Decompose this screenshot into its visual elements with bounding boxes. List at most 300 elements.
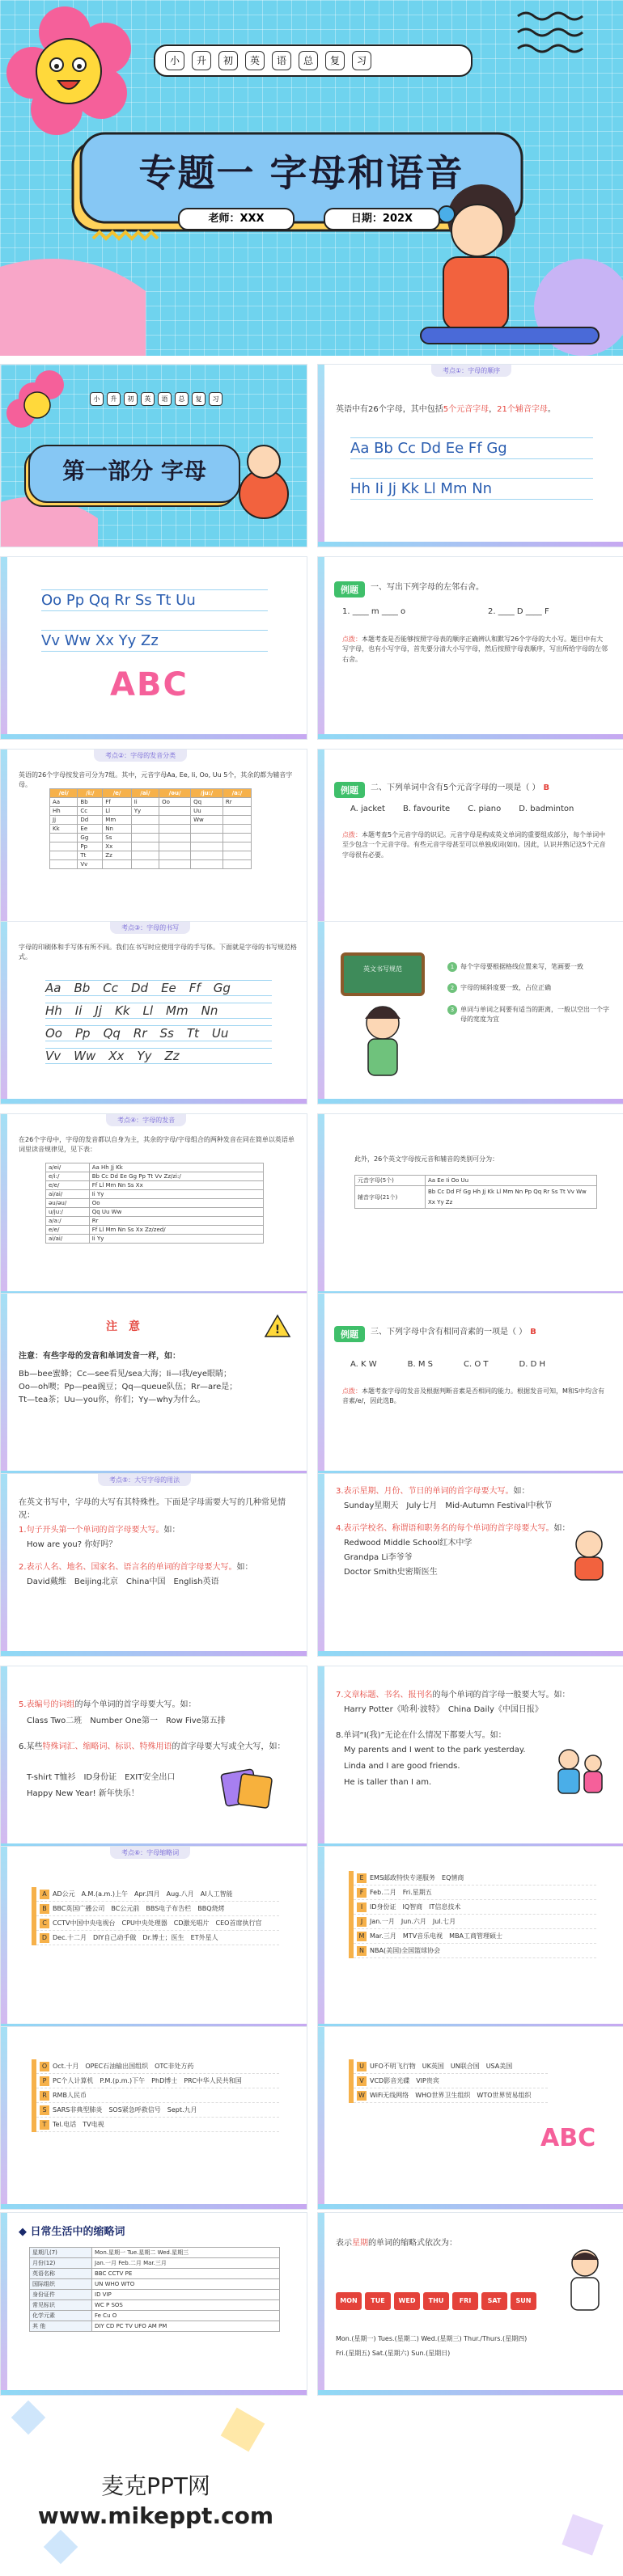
weekday-intro: 表示星期的单词的缩略式依次为：: [336, 2239, 457, 2248]
table-cell: Ii: [131, 798, 159, 807]
option: D. D H: [519, 1360, 545, 1369]
table-cell: Pp: [78, 842, 103, 851]
left-bar: [318, 1847, 324, 2029]
table-cell: Mon.星期一 Tue.星期二 Wed.星期三: [92, 2248, 280, 2258]
acronym-row: [354, 1944, 596, 1958]
subtitle-char: 升: [192, 51, 211, 70]
acronym-row: [354, 1871, 596, 1886]
warning-icon: [264, 1314, 291, 1338]
table-header: /i:/: [78, 789, 103, 798]
acronym-text: Feb.二月 Fri.星期五: [370, 1889, 432, 1896]
letters-row-1: Aa Bb Cc Dd Ee Ff Gg: [350, 437, 593, 459]
table-cell: [131, 860, 159, 869]
table-cell: [222, 834, 251, 842]
squiggle-line-2: [518, 29, 583, 36]
table-cell: Qq: [191, 798, 223, 807]
acronym-letter: E: [357, 1873, 367, 1883]
acronym-text: WiFi无线网络 WHO世界卫生组织 WTO世界贸易组织: [370, 2092, 532, 2099]
acronyms-slide-1: [0, 1846, 307, 2029]
handwriting-letter: Tt: [186, 1026, 199, 1041]
table-cell: Uu: [191, 807, 223, 816]
left-bar: [318, 1294, 324, 1476]
subtitle-char: 小: [90, 392, 104, 406]
acronym-letter: N: [357, 1946, 367, 1956]
intro-text: 字母的印刷体和手写体有所不同。我们在书写时应使用字母的手写体。下面就是字母的书写规范格式。: [19, 944, 297, 961]
acronym-letter: S: [40, 2105, 49, 2115]
sound-table: [45, 1163, 264, 1244]
table-cell: [131, 851, 159, 860]
acronym-row: [36, 1887, 279, 1902]
rule-4-example-2: Grandpa Li李爷爷: [344, 1553, 413, 1562]
capitals-slide-3: [0, 1666, 307, 1849]
acronym-text: Oct.十月 OPEC石油输出国组织 OTC非处方药: [53, 2063, 194, 2070]
table-cell: Ii Yy: [89, 1235, 263, 1244]
squiggle-line: [518, 13, 583, 19]
acronym-letter: T: [40, 2120, 49, 2130]
weekday-box: FRI: [452, 2292, 478, 2310]
daily-acronym-table: [29, 2247, 280, 2332]
slide-title: ◆ 日常生活中的缩略词: [19, 2226, 125, 2238]
table-cell: DIY CD PC TV UFO AM PM: [92, 2321, 280, 2332]
table-row: [46, 1199, 264, 1208]
rule-8: 8.单词“I(我)”无论在什么情况下都要大写。如：: [336, 1731, 506, 1740]
exercise-1-slide: [317, 556, 623, 740]
date-label: 日期：202X: [324, 208, 440, 230]
left-bar: [1, 1114, 7, 1296]
question: 三、下列字母中含有相同音素的一项是（ ） B: [371, 1328, 536, 1337]
table-cell: Rr: [222, 798, 251, 807]
abc-blocks: ABC: [110, 666, 189, 703]
vowel-consonant-slide: [317, 1113, 623, 1297]
rule-1: 1.句子开头第一个单词的首字母要大写。如：: [19, 1526, 180, 1535]
table-header: /ei/: [50, 789, 78, 798]
subtitle-char: 总: [175, 392, 189, 406]
table-cell: Tt: [78, 851, 103, 860]
table-row: [46, 1226, 264, 1235]
option: C. O T: [464, 1360, 489, 1369]
acronym-text: EMS邮政特快专递服务 EQ情商: [370, 1874, 464, 1881]
bottom-bar: [318, 2204, 623, 2209]
subtitle-char: 语: [158, 392, 172, 406]
note-lead: 注意：有些字母的发音和单词发音一样，如：: [19, 1352, 180, 1361]
pronunciation-group-slide: [0, 749, 307, 932]
handwriting-letter: Dd: [131, 981, 149, 995]
left-bar: [318, 922, 324, 1104]
handwriting-row: [45, 1048, 272, 1064]
acronym-row: [36, 2103, 279, 2118]
table-cell: Dd: [78, 816, 103, 825]
acronym-row: [36, 2059, 279, 2074]
table-row: [46, 1172, 264, 1181]
step-number: 1: [447, 962, 457, 972]
acronym-letter: C: [40, 1919, 49, 1928]
options: [350, 1358, 609, 1371]
table-cell: [131, 842, 159, 851]
vowel-label: 元音字母(5个): [355, 1176, 426, 1186]
capitals-slide-2: [317, 1473, 623, 1657]
table-cell: [191, 851, 223, 860]
intro-text: 英语中有26个字母，其中包括5个元音字母，21个辅音字母。: [336, 405, 556, 414]
acronym-text: SARS非典型肺炎 SOS紧急呼救信号 Sept.九月: [53, 2106, 197, 2114]
table-header: /e/: [103, 789, 131, 798]
table-cell: 常见标识: [30, 2300, 92, 2311]
rule-6: 6.某些特殊词汇、缩略词、标识、特殊用语的首字母要大写或全大写，如：: [19, 1742, 286, 1751]
acronym-letter: B: [40, 1904, 49, 1914]
table-cell: Ee: [78, 825, 103, 834]
table-cell: [131, 834, 159, 842]
intro-text: 此外，26个英文字母按元音和辅音的类别可分为：: [354, 1155, 499, 1163]
handwriting-rows: [45, 980, 272, 1071]
acronym-list-a-d: [32, 1887, 279, 1945]
table-cell: [222, 816, 251, 825]
rule-7: 7.文章标题、书名、报刊名的每个单词的首字母一般要大写。如：: [336, 1691, 570, 1700]
acronym-letter: F: [357, 1888, 367, 1898]
handwriting-letter: Qq: [103, 1026, 121, 1041]
acronym-letter: M: [357, 1932, 367, 1941]
subtitle-char: 小: [165, 51, 184, 70]
acronym-letter: O: [40, 2062, 49, 2071]
bottom-bar: [1, 2390, 307, 2395]
table-cell: [191, 825, 223, 834]
table-row: [46, 1163, 264, 1172]
handwriting-letter: Cc: [103, 981, 118, 995]
weekday-box: TUE: [365, 2292, 391, 2310]
handwriting-letter: Ii: [74, 1003, 83, 1018]
weekday-box: MON: [336, 2292, 362, 2310]
acronym-list-o-t: [32, 2059, 279, 2132]
table-cell: ai/ai/: [46, 1190, 90, 1199]
table-cell: [131, 816, 159, 825]
left-bar: [318, 1114, 324, 1296]
handwriting-slide: [0, 921, 307, 1104]
table-row: [46, 1208, 264, 1217]
acronym-text: Tel.电话 TV电视: [53, 2121, 104, 2128]
flower-mascot: [6, 6, 131, 135]
table-cell: a/a:/: [46, 1217, 90, 1226]
section-tag: 考点④：字母的发音: [106, 1114, 186, 1126]
intro-text: 英语的26个字母按发音可分为7组。其中，元音字母Aa, Ee, Ii, Oo, Uu 5个，其余的都为辅音字母。: [19, 771, 293, 789]
table-cell: UN WHO WTO: [92, 2279, 280, 2290]
brand-name: 麦克PPT网: [101, 2473, 210, 2499]
family-illustration: [549, 1743, 613, 1800]
left-bar: [1, 557, 7, 739]
left-bar: [318, 750, 324, 931]
table-cell: 其 他: [30, 2321, 92, 2332]
left-bar: [318, 2213, 324, 2395]
table-cell: [159, 816, 191, 825]
capitals-slide-4: [317, 1666, 623, 1849]
table-cell: [50, 842, 78, 851]
handwriting-letter: Ss: [159, 1026, 174, 1041]
handwriting-letter: Bb: [74, 981, 91, 995]
left-bar: [1, 750, 7, 931]
handwriting-row: [45, 1003, 272, 1019]
writing-rules-slide: [317, 921, 623, 1104]
acronym-row: [36, 1931, 279, 1945]
subtitle-char: 初: [124, 392, 138, 406]
table-cell: Ww: [191, 816, 223, 825]
acronym-letter: W: [357, 2091, 367, 2101]
pink-wave: [0, 259, 146, 356]
handwriting-letter: Aa: [45, 981, 61, 995]
table-cell: Fe Cu O: [92, 2311, 280, 2321]
rule-5-example: Class Two二班 Number One第一 Row Five第五排: [27, 1717, 226, 1725]
table-cell: 月份(12): [30, 2258, 92, 2269]
table-cell: a/ei/: [46, 1163, 90, 1172]
rule-6-example-1: T-shirt T恤衫 ID身份证 EXIT安全出口: [27, 1773, 176, 1782]
handwriting-letter: Ll: [142, 1003, 154, 1018]
acronym-text: Jan.一月 Jun.六月 Jul.七月: [370, 1918, 456, 1925]
book-illustration: [219, 1763, 276, 1812]
option: B. favourite: [402, 804, 451, 813]
capitals-slide-1: [0, 1473, 307, 1657]
rule-4-example-1: Redwood Middle School红木中学: [344, 1539, 473, 1548]
answer-2: 2. ____ D ____ F: [488, 607, 549, 616]
table-row: [46, 1217, 264, 1226]
acronym-text: AD公元 A.M.(a.m.)上午 Apr.四月 Aug.八月 AI人工智能: [53, 1890, 233, 1898]
table-cell: Oo: [89, 1199, 263, 1208]
table-cell: Gg: [78, 834, 103, 842]
handwriting-row: [45, 980, 272, 996]
acronym-row: [36, 1902, 279, 1916]
handwriting-letter: Pp: [74, 1026, 91, 1041]
table-cell: [131, 825, 159, 834]
acronym-text: ID身份证 IQ智商 IT信息技术: [370, 1903, 461, 1911]
table-cell: e/e/: [46, 1226, 90, 1235]
handwriting-letter: Rr: [133, 1026, 147, 1041]
rule-7-example: Harry Potter《哈利·波特》 China Daily《中国日报》: [344, 1705, 543, 1714]
option: C. piano: [468, 804, 502, 813]
table-cell: Aa Hh Jj Kk: [89, 1163, 263, 1172]
acronyms-slide-3: [0, 2026, 307, 2210]
acronym-letter: A: [40, 1890, 49, 1899]
handwriting-letter: Vv: [45, 1049, 61, 1063]
example-tag: 例题: [334, 1326, 365, 1342]
table-cell: Ii Yy: [89, 1190, 263, 1199]
handwriting-letter: Mm: [166, 1003, 189, 1018]
left-bar: [318, 2027, 324, 2209]
subtitle-char: 习: [209, 392, 222, 406]
options: [350, 803, 609, 816]
student-illustration: [561, 1527, 617, 1583]
rule-4: 4.表示学校名、称谓语和职务名的每个单词的首字母要大写。如：: [336, 1524, 570, 1533]
abc-blocks: ABC: [540, 2124, 596, 2152]
table-cell: Kk: [50, 825, 78, 834]
svg-text:!: !: [274, 1324, 281, 1337]
note-line: Oo—oh噢；Pp—pea豌豆；Qq—queue队伍；Rr—are是；: [19, 1383, 238, 1391]
brand-url[interactable]: www.mikeppt.com: [37, 2502, 274, 2529]
acronym-text: NBA(美国)全国篮球协会: [370, 1947, 441, 1954]
table-cell: Ff Ll Mm Nn Ss Xx Zz/zed/: [89, 1226, 263, 1235]
table-cell: Cc: [78, 807, 103, 816]
table-cell: Ff: [103, 798, 131, 807]
bottom-bar: [318, 734, 623, 739]
acronym-letter: R: [40, 2091, 49, 2101]
note-line: Bb—bee蜜蜂；Cc—see看见/sea大海；Ii—I我/eye眼睛；: [19, 1370, 231, 1379]
table-row: [46, 1235, 264, 1244]
subtitle-char: 英: [245, 51, 265, 70]
table-row: [30, 2258, 280, 2269]
table-cell: 英语名称: [30, 2269, 92, 2279]
table-cell: Zz: [103, 851, 131, 860]
table-cell: Bb Cc Dd Ee Gg Pp Tt Vv Zz/zi:/: [89, 1172, 263, 1181]
handwriting-letter: Nn: [201, 1003, 218, 1018]
rule-8-example-2: Linda and I are good friends.: [344, 1762, 460, 1771]
table-row: [30, 2321, 280, 2332]
section-tag: 考点②：字母的发音分类: [94, 750, 187, 762]
squiggle-line-3: [518, 45, 583, 52]
table-row: [30, 2279, 280, 2290]
acronym-list-e-n: [349, 1871, 596, 1958]
rule-5: 5.表编号的词组的每个单词的首字母要大写。如：: [19, 1700, 197, 1709]
handwriting-letter: Yy: [137, 1049, 152, 1063]
table-cell: Nn: [103, 825, 131, 834]
table-cell: 化学元素: [30, 2311, 92, 2321]
example-tag: 例题: [334, 581, 365, 598]
handwriting-letter: Gg: [213, 981, 231, 995]
table-row: [50, 851, 252, 860]
left-bar: [1, 2027, 7, 2209]
left-bar: [1, 1847, 7, 2029]
table-header: /ju:/: [191, 789, 223, 798]
table-cell: [222, 825, 251, 834]
table-cell: [222, 807, 251, 816]
cover-title: 专题一 字母和语音: [138, 151, 464, 195]
writing-steps: [447, 962, 609, 1037]
table-cell: 星期几(7): [30, 2248, 92, 2258]
tip: 点拨：本题考查字母的发音及根据判断音素是否相同的能力。根据发音可知，M和S中均含有音素/e/，因此选B。: [342, 1387, 604, 1405]
table-cell: ai/ai/: [46, 1235, 90, 1244]
option: D. badminton: [519, 804, 574, 813]
acronym-row: [354, 2059, 548, 2074]
table-row: [30, 2248, 280, 2258]
note-lines: [19, 1368, 298, 1407]
subtitle-pill: [154, 44, 473, 77]
subtitle-char: 升: [107, 392, 121, 406]
consonant-value: Bb Cc Dd Ff Gg Hh Jj Kk Ll Mm Nn Pp Qq Rr Ss Tt Vv Ww Xx Yy Zz: [426, 1186, 597, 1209]
acronym-list-u-w: [349, 2059, 548, 2103]
table-cell: [159, 825, 191, 834]
left-bar: [1, 922, 7, 1104]
table-cell: BBC CCTV PE: [92, 2269, 280, 2279]
rule-2: 2.表示人名、地名、国家名、语言名的单词的首字母要大写。如：: [19, 1563, 253, 1572]
table-cell: [222, 860, 251, 869]
table-cell: [159, 834, 191, 842]
table-cell: [159, 860, 191, 869]
section-tag: 考点①：字母的顺序: [431, 365, 511, 377]
rule-3: 3.表示星期、月份、节日的单词的首字母要大写。如：: [336, 1487, 530, 1496]
acronym-letter: D: [40, 1933, 49, 1943]
girl-illustration: [557, 2245, 613, 2326]
table-cell: [50, 851, 78, 860]
table-cell: Hh: [50, 807, 78, 816]
step-text: 每个字母要根据格线位置来写，笔画要一致: [460, 963, 583, 970]
bottom-bar: [1, 734, 307, 739]
acronym-row: [36, 1916, 279, 1931]
writing-step: [447, 1005, 609, 1025]
acronym-row: [36, 2088, 279, 2103]
handwriting-letter: Kk: [114, 1003, 130, 1018]
table-row: [50, 825, 252, 834]
rule-2-example: David戴维 Beijing北京 China中国 English英语: [27, 1577, 219, 1586]
acronym-letter: J: [357, 1917, 367, 1927]
weekday-box: SUN: [511, 2292, 536, 2310]
board-label: 英文书写规范: [363, 965, 402, 973]
subtitle-char: 英: [141, 392, 155, 406]
bottom-bar: [1, 1099, 307, 1104]
acronym-letter: P: [40, 2076, 49, 2086]
table-row: [46, 1181, 264, 1190]
weekday-line-2: Fri.(星期五) Sat.(星期六) Sun.(星期日): [336, 2350, 451, 2357]
subtitle-char: 复: [192, 392, 206, 406]
acronym-text: UFO不明飞行物 UK英国 UN联合国 USA美国: [370, 2063, 513, 2070]
alphabet-slide-1: [317, 364, 623, 547]
subtitle-chars: [165, 51, 379, 70]
table-row: [30, 2290, 280, 2300]
table-cell: [50, 860, 78, 869]
table-cell: [191, 834, 223, 842]
section-tag: 考点⑥：字母缩略词: [110, 1847, 190, 1859]
table-cell: [103, 860, 131, 869]
table-cell: [222, 851, 251, 860]
table-row: [50, 860, 252, 869]
option: A. K W: [350, 1360, 377, 1369]
rule-3-example: Sunday星期天 July七月 Mid-Autumn Festival中秋节: [344, 1501, 553, 1510]
table-cell: Mm: [103, 816, 131, 825]
option: B. M S: [407, 1360, 434, 1369]
part-subtitle-chars: [90, 389, 226, 406]
handwriting-letter: Xx: [108, 1049, 125, 1063]
table-row: [50, 807, 252, 816]
vowel-consonant-table: [354, 1175, 597, 1209]
handwriting-letter: Ee: [161, 981, 176, 995]
question: 一、写出下列字母的左邻右舍。: [371, 583, 484, 592]
acronyms-slide-4: [317, 2026, 623, 2210]
note-title: 注 意: [106, 1320, 140, 1333]
footer: [0, 2397, 623, 2576]
handwriting-letter: Uu: [211, 1026, 229, 1041]
table-header: /əu/: [159, 789, 191, 798]
weekday-box: WED: [394, 2292, 420, 2310]
left-bar: [1, 1294, 7, 1476]
acronym-letter: I: [357, 1902, 367, 1912]
table-cell: [159, 807, 191, 816]
tip: 点拨：本题考查是否能够按照字母表的顺序正确辨认和默写26个字母的大小写。题目中有大写字母，也有小写字母，首先要分清大小写字母，然后按照字母表顺序，写出所给字母的左邻右舍。: [342, 636, 608, 663]
table-cell: Xx: [103, 842, 131, 851]
handwriting-letter: Jj: [95, 1003, 102, 1018]
exercise-2-slide: [317, 749, 623, 932]
table-cell: [159, 842, 191, 851]
handwriting-letter: Ww: [74, 1049, 96, 1063]
example-tag: 例题: [334, 782, 365, 798]
table-cell: Jj: [50, 816, 78, 825]
table-cell: Rr: [89, 1217, 263, 1226]
left-bar: [318, 557, 324, 739]
table-cell: Jan.一月 Feb.二月 Mar.三月: [92, 2258, 280, 2269]
question: 二、下列单词中含有5个元音字母的一项是（ ） B: [371, 783, 550, 792]
table-cell: [191, 860, 223, 869]
acronym-letter: V: [357, 2076, 367, 2086]
acronyms-slide-2: [317, 1846, 623, 2029]
table-cell: u/ju:/: [46, 1208, 90, 1217]
acronym-text: BBC英国广播公司 BC公元前 BBS电子布告栏 BBQ烧烤: [53, 1905, 225, 1912]
daily-acronyms-slide: [0, 2212, 307, 2396]
consonant-label: 辅音字母(21个): [355, 1186, 426, 1209]
handwriting-row: [45, 1025, 272, 1041]
intro-text: 在英文书写中，字母的大写有其特殊性。下面是字母需要大写的几种常见情况：: [19, 1498, 286, 1520]
bottom-bar: [1, 1651, 307, 1656]
table-cell: [159, 851, 191, 860]
